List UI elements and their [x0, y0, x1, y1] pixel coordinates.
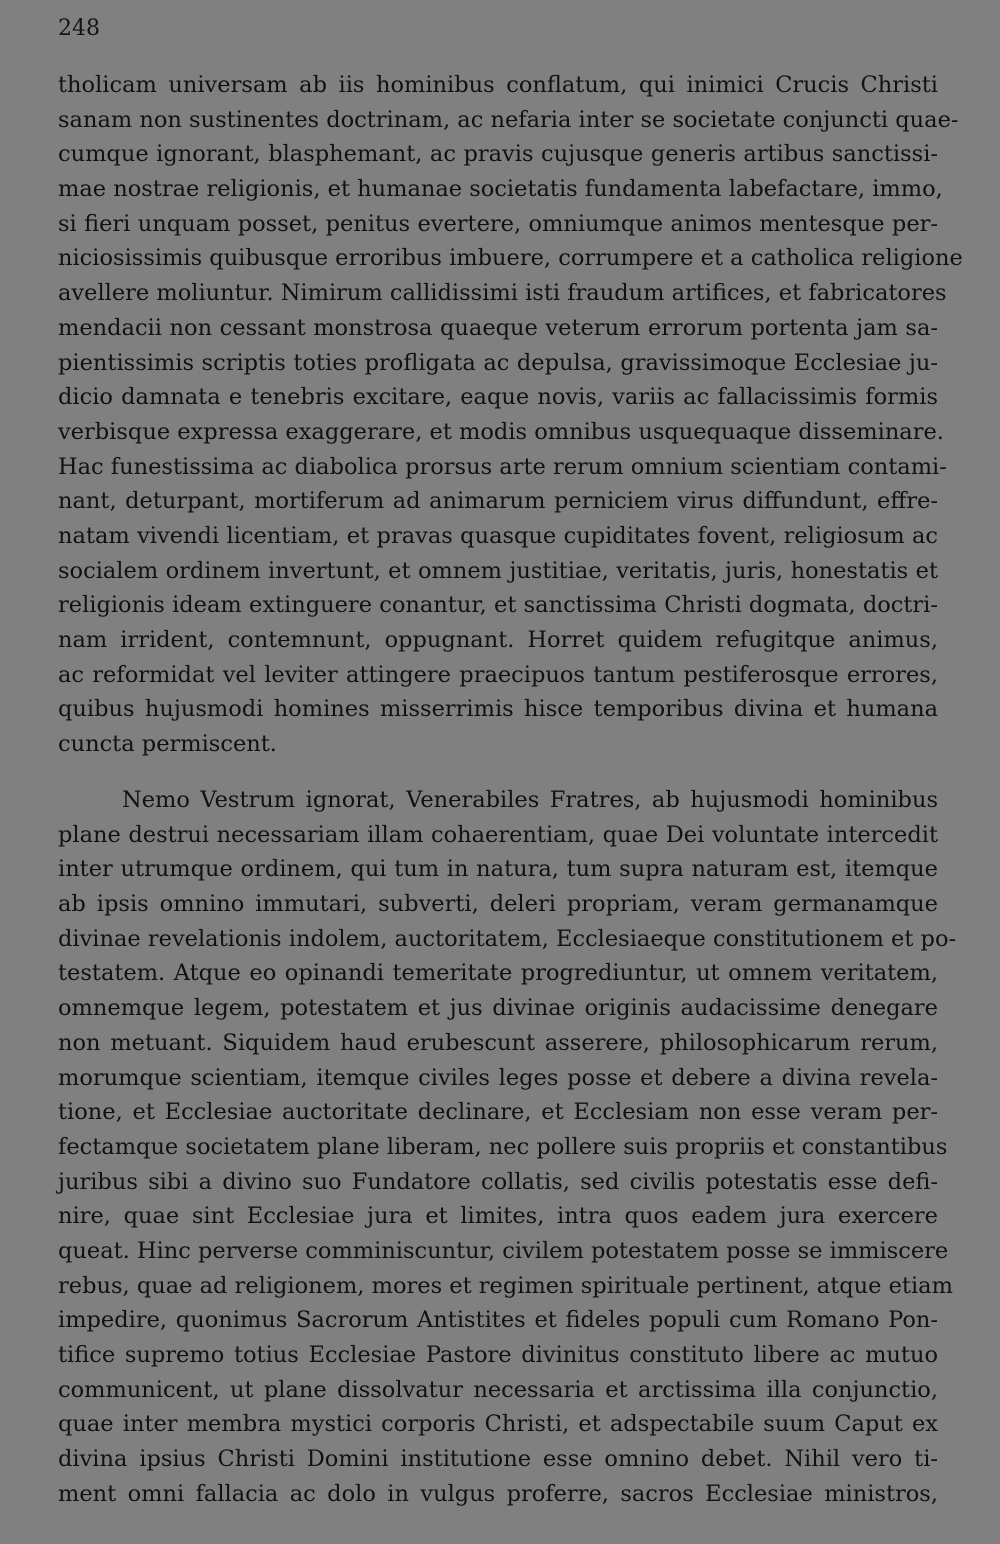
- text-line: tifice supremo totius Ecclesiae Pastore divinitus constituto libere ac mutuo: [58, 1342, 938, 1368]
- text-line: testatem. Atque eo opinandi temeritate progrediuntur, ut omnem veritatem,: [58, 960, 938, 987]
- text-line: queat. Hinc perverse comminiscuntur, civilem potestatem posse se immiscere: [58, 1237, 949, 1264]
- text-line: pientissimis scriptis toties profligata ac depulsa, gravissimoque Ecclesiae ju-: [58, 349, 938, 376]
- text-line: morumque scientiam, itemque civiles leges posse et debere a divina revela-: [58, 1064, 938, 1091]
- text-line: quibus hujusmodi homines misserrimis hisce temporibus divina et humana: [58, 696, 938, 723]
- text-line: quae inter membra mystici corporis Christi, et adspectabile suum Caput ex: [58, 1411, 938, 1438]
- text-line: communicent, ut plane dissolvatur necessaria et arctissima illa conjunctio,: [58, 1376, 938, 1403]
- text-line: non metuant. Siquidem haud erubescunt asserere, philosophicarum rerum,: [58, 1029, 938, 1056]
- text-line: Nemo Vestrum ignorat, Venerabiles Fratres, ab hujusmodi hominibus: [122, 787, 938, 813]
- text-line: omnemque legem, potestatem et jus divinae originis audacissime denegare: [58, 995, 938, 1022]
- text-line: inter utrumque ordinem, qui tum in natura, tum supra naturam est, itemque: [58, 856, 938, 883]
- text-line: religionis ideam extinguere conantur, et sanctissima Christi dogmata, doctri-: [58, 592, 938, 619]
- text-line: juribus sibi a divino suo Fundatore collatis, sed civilis potestatis esse defi-: [58, 1168, 938, 1195]
- text-line: natam vivendi licentiam, et pravas quasque cupiditates fovent, religiosum ac: [58, 522, 938, 549]
- text-line: niciosissimis quibusque erroribus imbuere, corrumpere et a catholica religione: [58, 245, 963, 272]
- text-line: impedire, quonimus Sacrorum Antistites et fideles populi cum Romano Pon-: [58, 1307, 938, 1334]
- text-line: sanam non sustinentes doctrinam, ac nefaria inter se societate conjuncti quae-: [58, 106, 959, 133]
- text-line: nant, deturpant, mortiferum ad animarum perniciem virus diffundunt, effre-: [58, 488, 938, 515]
- text-line: mae nostrae religionis, et humanae societatis fundamenta labefactare, immo,: [58, 176, 943, 203]
- paragraph-1: [58, 68, 963, 762]
- page-number: 248: [58, 16, 100, 41]
- text-line: avellere moliuntur. Nimirum callidissimi isti fraudum artifices, et fabricatores: [58, 280, 947, 307]
- text-line: Hac funestissima ac diabolica prorsus arte rerum omnium scientiam contami-: [58, 453, 947, 480]
- text-line: dicio damnata e tenebris excitare, eaque novis, variis ac fallacissimis formis: [58, 384, 938, 411]
- text-line: nire, quae sint Ecclesiae jura et limites, intra quos eadem jura exercere: [58, 1203, 938, 1230]
- text-line: cuncta permiscent.: [58, 731, 277, 758]
- text-line: socialem ordinem invertunt, et omnem justitiae, veritatis, juris, honestatis et: [58, 557, 938, 584]
- text-line: rebus, quae ad religionem, mores et regimen spirituale pertinent, atque etiam: [58, 1272, 953, 1299]
- text-line: cumque ignorant, blasphemant, ac pravis cujusque generis artibus sanctissi-: [58, 141, 938, 168]
- text-line: ac reformidat vel leviter attingere praecipuos tantum pestiferosque errores,: [58, 661, 938, 688]
- text-line: verbisque expressa exaggerare, et modis omnibus usquequaque disseminare.: [58, 418, 944, 445]
- text-line: nam irrident, contemnunt, oppugnant. Horret quidem refugitque animus,: [58, 627, 938, 653]
- text-line: ab ipsis omnino immutari, subverti, deleri propriam, veram germanamque: [58, 891, 938, 918]
- text-line: mendacii non cessant monstrosa quaeque veterum errorum portenta jam sa-: [58, 314, 938, 341]
- text-line: tione, et Ecclesiae auctoritate declinare, et Ecclesiam non esse veram per-: [58, 1099, 938, 1126]
- text-line: plane destrui necessariam illam cohaerentiam, quae Dei voluntate intercedit: [58, 821, 938, 848]
- text-line: fectamque societatem plane liberam, nec pollere suis propriis et constantibus: [58, 1133, 948, 1160]
- paragraph-2: [58, 783, 957, 1511]
- text-line: tholicam universam ab iis hominibus conflatum, qui inimici Crucis Christi: [58, 72, 938, 98]
- text-line: divina ipsius Christi Domini institutione esse omnino debet. Nihil vero ti-: [58, 1446, 938, 1473]
- text-line: ment omni fallacia ac dolo in vulgus proferre, sacros Ecclesiae ministros,: [58, 1480, 938, 1507]
- text-line: si fieri unquam posset, penitus evertere, omniumque animos mentesque per-: [58, 210, 938, 237]
- text-line: divinae revelationis indolem, auctoritatem, Ecclesiaeque constitutionem et po-: [58, 925, 957, 952]
